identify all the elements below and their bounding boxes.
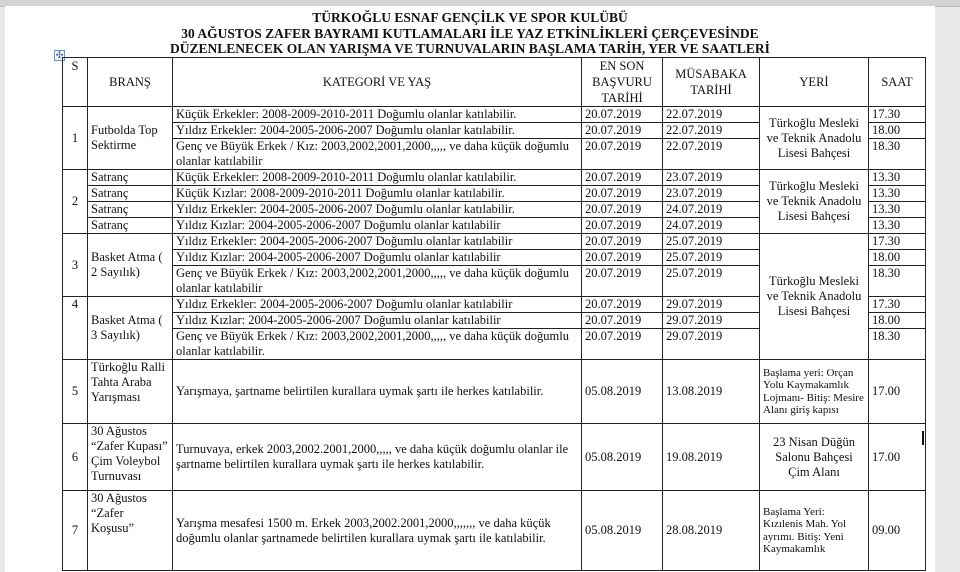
text-cursor: [922, 431, 924, 445]
branch-cell: 30 Ağustos “Zafer Kupası” Çim Voleybol Turnuvası: [88, 424, 173, 491]
branch-cell: Türkoğlu Ralli Tahta Araba Yarışması: [88, 360, 173, 424]
row-number: 7: [63, 491, 88, 571]
date-cell: 19.08.2019: [663, 424, 760, 491]
header-time: SAAT: [869, 58, 926, 107]
deadline-cell: 20.07.2019: [582, 266, 663, 297]
time-cell: 18.30: [869, 139, 926, 170]
table-row: [63, 424, 926, 491]
deadline-cell: 20.07.2019: [582, 107, 663, 123]
category-cell: Yarışma mesafesi 1500 m. Erkek 2003,2002.2001,2000,,,,,,, ve daha küçük doğumlu olanlar şartnamede belirtilen kurallara uymak şartı ile katılabilir.: [173, 491, 582, 571]
deadline-cell: 20.07.2019: [582, 234, 663, 250]
category-cell: Küçük Erkekler: 2008-2009-2010-2011 Doğumlu olanlar katılabilir.: [173, 170, 582, 186]
date-cell: 22.07.2019: [663, 139, 760, 170]
title-line-2: 30 AĞUSTOS ZAFER BAYRAMI KUTLAMALARI İLE YAZ ETKİNLİKLERİ ÇERÇEVESİNDE: [181, 25, 759, 41]
time-cell: 17.30: [869, 234, 926, 250]
time-cell: 17.30: [869, 297, 926, 313]
header-date: MÜSABAKA TARİHİ: [663, 58, 760, 107]
row-number: 1: [63, 107, 88, 170]
deadline-cell: 20.07.2019: [582, 186, 663, 202]
branch-cell: Basket Atma ( 2 Sayılık): [88, 234, 173, 297]
title-line-1: TÜRKOĞLU ESNAF GENÇİLK VE SPOR KULÜBÜ: [312, 10, 628, 25]
deadline-cell: 20.07.2019: [582, 297, 663, 313]
date-cell: 25.07.2019: [663, 266, 760, 297]
table-row: [63, 234, 926, 250]
category-cell: Yıldız Erkekler: 2004-2005-2006-2007 Doğumlu olanlar katılabilir: [173, 234, 582, 250]
table-move-handle-icon[interactable]: ✣: [55, 50, 64, 60]
date-cell: 23.07.2019: [663, 186, 760, 202]
table-header-row: [63, 58, 926, 107]
place-cell: Türkoğlu Mesleki ve Teknik Anadolu Lisesi Bahçesi: [760, 170, 869, 234]
deadline-cell: 20.07.2019: [582, 139, 663, 170]
deadline-cell: 20.07.2019: [582, 202, 663, 218]
time-cell: 17.00: [869, 424, 926, 491]
row-number: 4: [63, 297, 88, 360]
deadline-cell: 05.08.2019: [582, 424, 663, 491]
time-cell: 09.00: [869, 491, 926, 571]
title-line-3: DÜZENLENECEK OLAN YARIŞMA VE TURNUVALARIN BAŞLAMA TARİH, YER VE SAATLERİ: [170, 41, 770, 56]
document-title: [5, 10, 935, 57]
time-cell: 17.30: [869, 107, 926, 123]
date-cell: 25.07.2019: [663, 250, 760, 266]
category-cell: Genç ve Büyük Erkek / Kız: 2003,2002,2001,2000,,,,, ve daha küçük doğumlu olanlar katılabilir: [173, 139, 582, 170]
category-cell: Genç ve Büyük Erkek / Kız: 2003,2002,2001,2000,,,,, ve daha küçük doğumlu olanlar katılabilir.: [173, 329, 582, 360]
deadline-cell: 20.07.2019: [582, 329, 663, 360]
date-cell: 23.07.2019: [663, 170, 760, 186]
table-row: [63, 107, 926, 123]
category-cell: Küçük Kızlar: 2008-2009-2010-2011 Doğumlu olanlar katılabilir.: [173, 186, 582, 202]
place-cell: 23 Nisan Düğün Salonu Bahçesi Çim Alanı: [760, 424, 869, 491]
date-cell: 29.07.2019: [663, 313, 760, 329]
branch-cell: Satranç: [88, 186, 173, 202]
row-number: 2: [63, 170, 88, 234]
time-cell: 13.30: [869, 186, 926, 202]
table-row: [63, 170, 926, 186]
place-cell: Türkoğlu Mesleki ve Teknik Anadolu Lisesi Bahçesi: [760, 234, 869, 360]
branch-cell: 30 Ağustos “Zafer Koşusu”: [88, 491, 173, 571]
category-cell: Yıldız Kızlar: 2004-2005-2006-2007 Doğumlu olanlar katılabilir: [173, 218, 582, 234]
date-cell: 29.07.2019: [663, 297, 760, 313]
date-cell: 24.07.2019: [663, 202, 760, 218]
deadline-cell: 05.08.2019: [582, 491, 663, 571]
time-cell: 13.30: [869, 202, 926, 218]
category-cell: Yıldız Erkekler: 2004-2005-2006-2007 Doğumlu olanlar katılabilir: [173, 297, 582, 313]
header-branch: BRANŞ: [88, 58, 173, 107]
time-cell: 18.00: [869, 313, 926, 329]
time-cell: 18.00: [869, 250, 926, 266]
deadline-cell: 05.08.2019: [582, 360, 663, 424]
category-cell: Yıldız Kızlar: 2004-2005-2006-2007 Doğumlu olanlar katılabilir: [173, 250, 582, 266]
branch-cell: Satranç: [88, 170, 173, 186]
category-cell: Yıldız Erkekler: 2004-2005-2006-2007 Doğumlu olanlar katılabilir.: [173, 202, 582, 218]
time-cell: 18.30: [869, 329, 926, 360]
deadline-cell: 20.07.2019: [582, 250, 663, 266]
category-cell: Yıldız Erkekler: 2004-2005-2006-2007 Doğumlu olanlar katılabilir.: [173, 123, 582, 139]
deadline-cell: 20.07.2019: [582, 218, 663, 234]
date-cell: 29.07.2019: [663, 329, 760, 360]
place-cell: Başlama Yeri: Kızılenis Mah. Yol ayrımı. Bitiş: Yeni Kaymakamlık: [760, 491, 869, 571]
place-cell: Başlama yeri: Orçan Yolu Kaymakamlık Lojmanı- Bitiş: Mesire Alanı giriş kapısı: [760, 360, 869, 424]
document-page: [5, 6, 935, 572]
category-cell: Yıldız Kızlar: 2004-2005-2006-2007 Doğumlu olanlar katılabilir: [173, 313, 582, 329]
category-cell: Küçük Erkekler: 2008-2009-2010-2011 Doğumlu olanlar katılabilir.: [173, 107, 582, 123]
time-cell: 18.00: [869, 123, 926, 139]
date-cell: 25.07.2019: [663, 234, 760, 250]
date-cell: 22.07.2019: [663, 107, 760, 123]
category-cell: Genç ve Büyük Erkek / Kız: 2003,2002,2001,2000,,,,, ve daha küçük doğumlu olanlar katılabilir: [173, 266, 582, 297]
date-cell: 24.07.2019: [663, 218, 760, 234]
row-number: 3: [63, 234, 88, 297]
branch-cell: Satranç: [88, 218, 173, 234]
time-cell: 17.00: [869, 360, 926, 424]
row-number: 5: [63, 360, 88, 424]
place-cell: Türkoğlu Mesleki ve Teknik Anadolu Lisesi Bahçesi: [760, 107, 869, 170]
date-cell: 22.07.2019: [663, 123, 760, 139]
table-row: [63, 360, 926, 424]
table-row: [63, 491, 926, 571]
deadline-cell: 20.07.2019: [582, 170, 663, 186]
branch-cell: Futbolda Top Sektirme: [88, 107, 173, 170]
time-cell: 13.30: [869, 218, 926, 234]
branch-cell: Basket Atma ( 3 Sayılık): [88, 297, 173, 360]
header-category: KATEGORİ VE YAŞ: [173, 58, 582, 107]
header-place: YERİ: [760, 58, 869, 107]
time-cell: 18.30: [869, 266, 926, 297]
category-cell: Yarışmaya, şartname belirtilen kurallara uymak şartı ile herkes katılabilir.: [173, 360, 582, 424]
date-cell: 13.08.2019: [663, 360, 760, 424]
deadline-cell: 20.07.2019: [582, 123, 663, 139]
time-cell: 13.30: [869, 170, 926, 186]
date-cell: 28.08.2019: [663, 491, 760, 571]
header-deadline: EN SON BAŞVURU TARİHİ: [582, 58, 663, 107]
schedule-table: [62, 57, 926, 571]
header-no: S: [63, 58, 88, 107]
deadline-cell: 20.07.2019: [582, 313, 663, 329]
category-cell: Turnuvaya, erkek 2003,2002.2001,2000,,,,, ve daha küçük doğumlu olanlar ile şartname belirtilen kurallara uymak şartı ile herkes katılabilir.: [173, 424, 582, 491]
branch-cell: Satranç: [88, 202, 173, 218]
row-number: 6: [63, 424, 88, 491]
